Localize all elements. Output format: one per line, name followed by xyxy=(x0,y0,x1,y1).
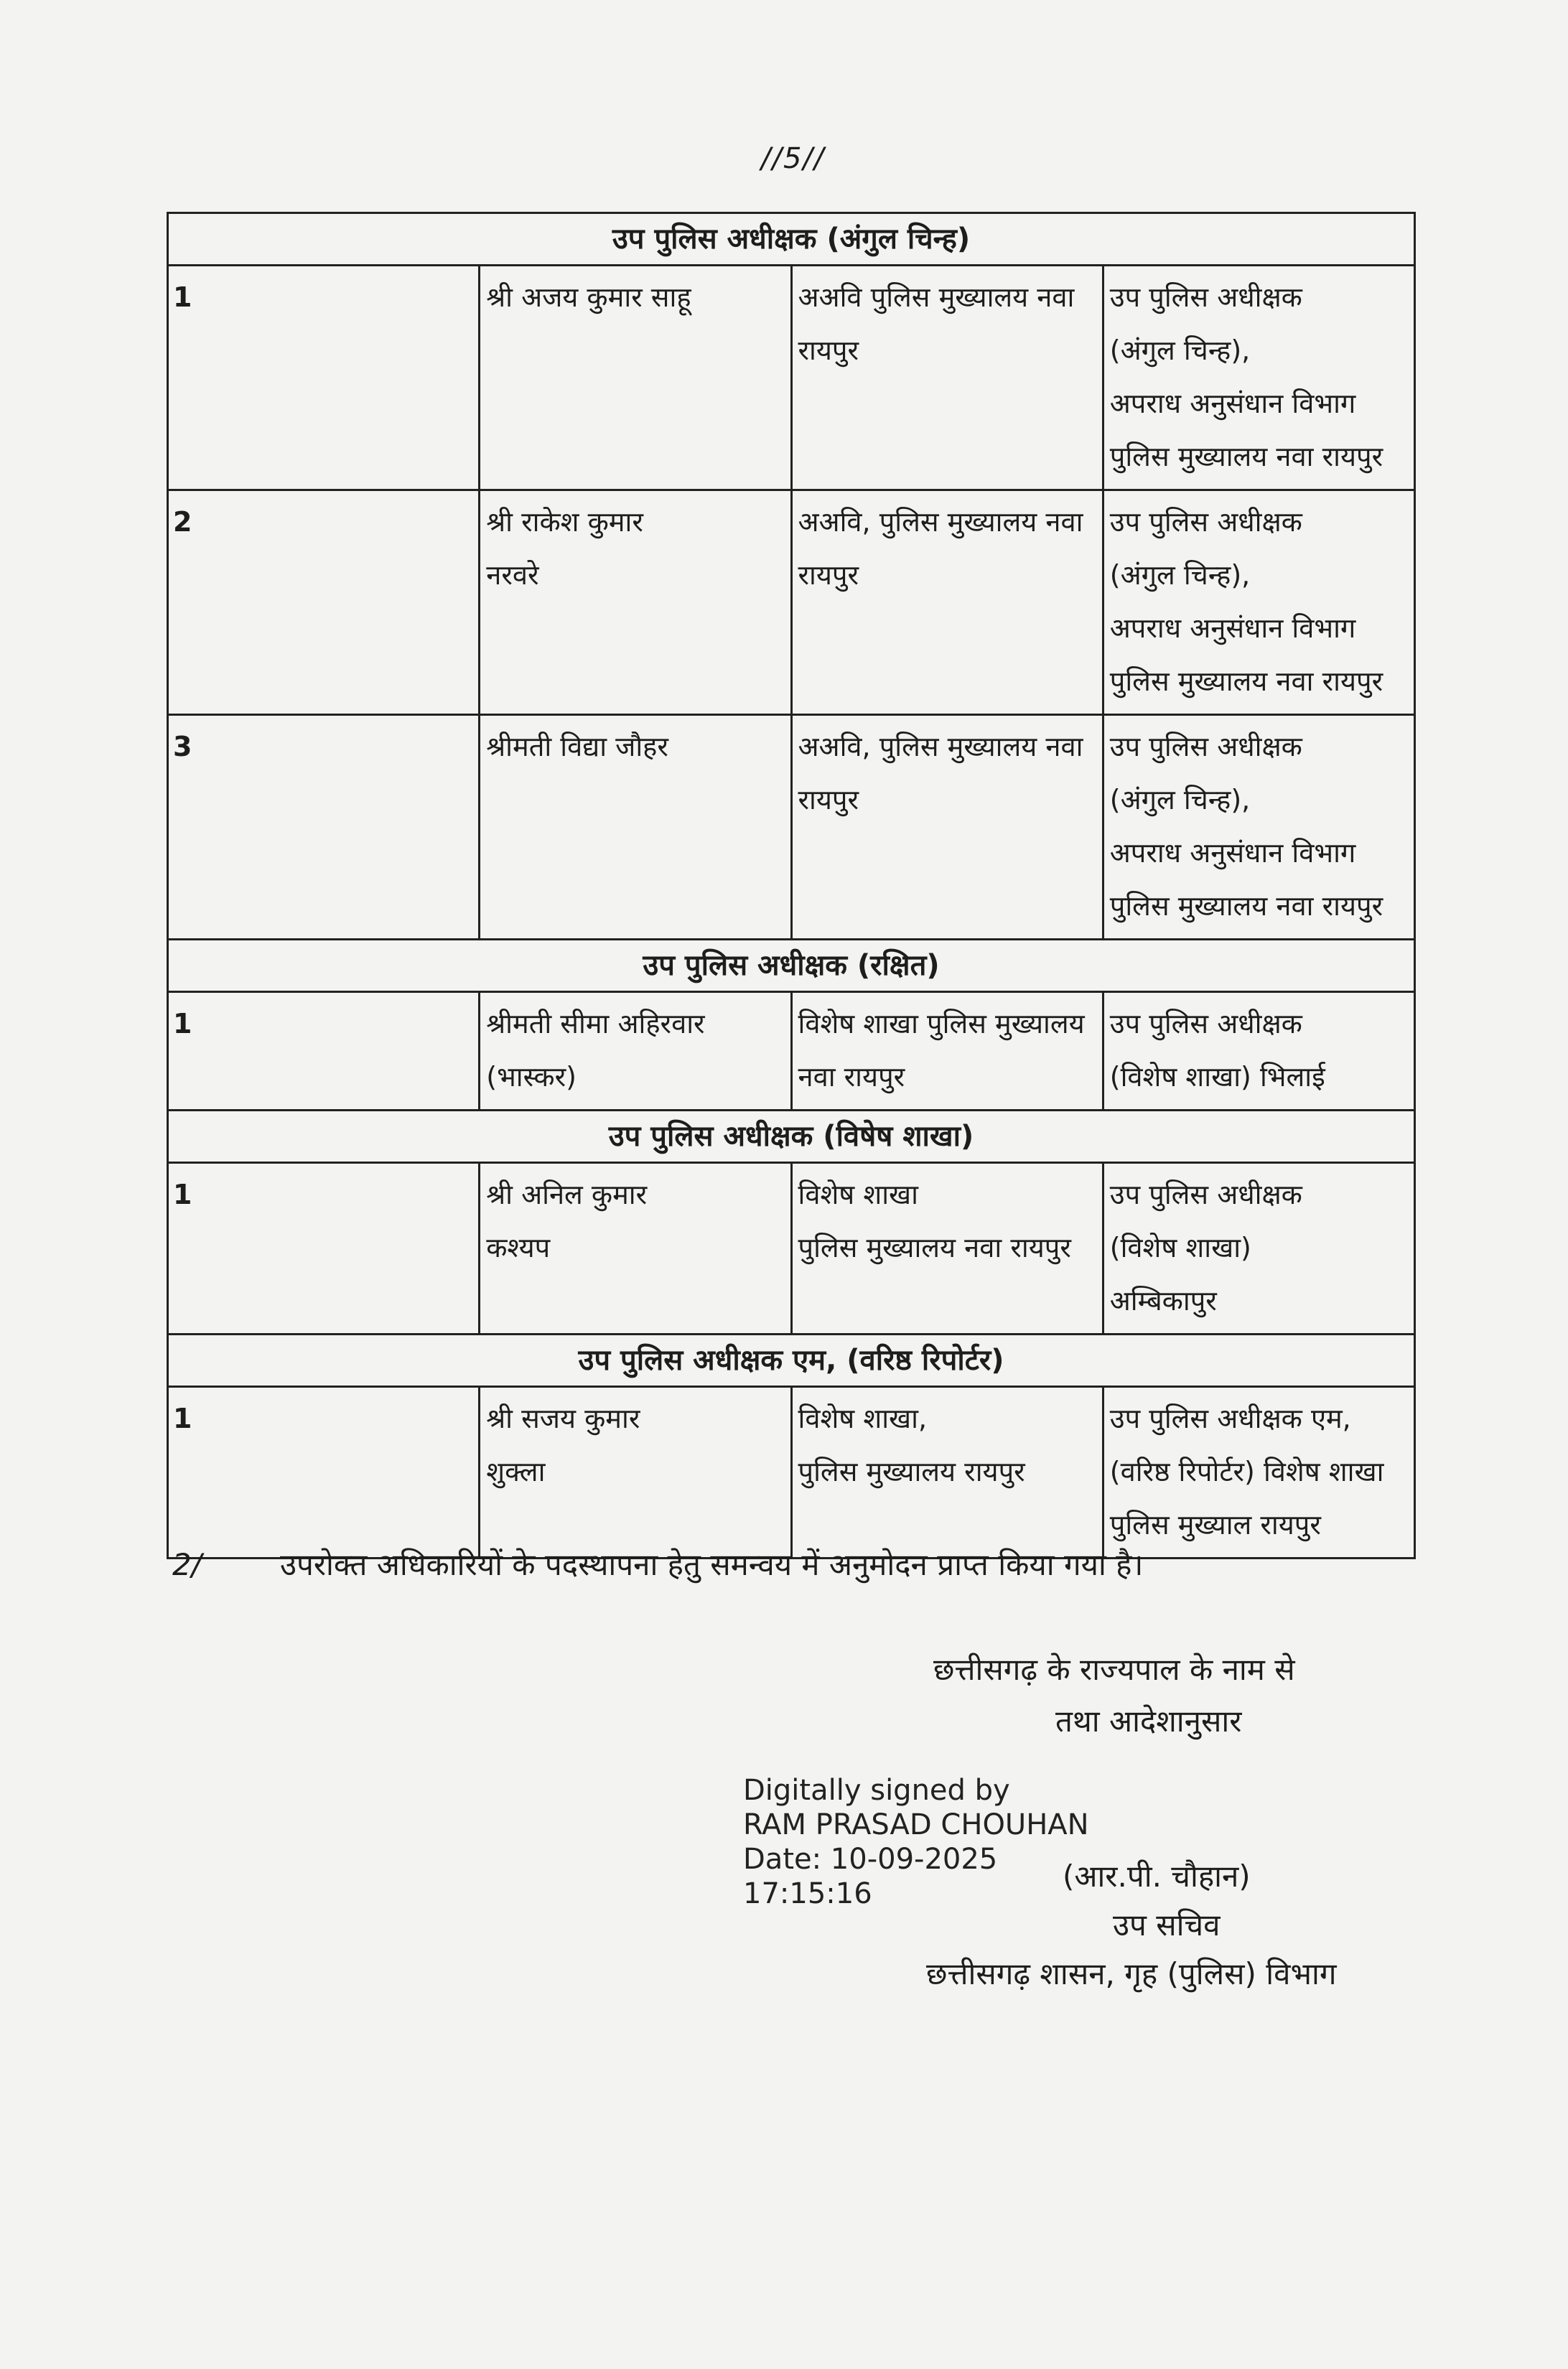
digital-signature-line-4: 17:15:16 xyxy=(743,1877,872,1910)
serial-number: 1 xyxy=(168,266,480,490)
serial-number: 1 xyxy=(168,992,480,1111)
current-posting-line: अअवि, पुलिस मुख्यालय नवा xyxy=(798,506,1083,538)
paragraph-number: 2/ xyxy=(172,1547,202,1582)
page-number: //5// xyxy=(761,142,826,175)
officer-name-line: शुक्ला xyxy=(486,1456,546,1487)
new-posting-line: (विशेष शाखा) xyxy=(1109,1232,1251,1263)
officer-name-cell xyxy=(480,1163,791,1335)
current-posting-line: अअवि, पुलिस मुख्यालय नवा xyxy=(798,731,1083,762)
officer-name-cell xyxy=(480,1387,791,1559)
section-title: उप पुलिस अधीक्षक (रक्षित) xyxy=(168,940,1415,992)
new-posting-line: उप पुलिस अधीक्षक xyxy=(1109,506,1302,538)
officer-name-cell xyxy=(480,992,791,1111)
current-posting-cell xyxy=(791,266,1103,490)
new-posting-line: (अंगुल चिन्ह), xyxy=(1109,559,1251,591)
current-posting-line: रायपुर xyxy=(798,559,859,591)
current-posting-line: विशेष शाखा पुलिस मुख्यालय xyxy=(798,1008,1085,1039)
department-name: छत्तीसगढ़ शासन, गृह (पुलिस) विभाग xyxy=(926,1956,1337,1991)
officer-name-line: श्रीमती विद्या जौहर xyxy=(486,731,668,762)
new-posting-line: पुलिस मुख्यालय नवा रायपुर xyxy=(1109,441,1383,472)
section-title: उप पुलिस अधीक्षक (अंगुल चिन्ह) xyxy=(168,213,1415,266)
serial-number: 3 xyxy=(168,715,480,940)
new-posting-line: उप पुलिस अधीक्षक xyxy=(1109,281,1302,313)
new-posting-cell xyxy=(1103,1163,1414,1335)
approval-paragraph xyxy=(172,1543,1143,1584)
signing-officer xyxy=(1063,1852,1251,1950)
digital-signature-line-1: Digitally signed by xyxy=(743,1774,1010,1807)
section-header-row xyxy=(168,1111,1415,1163)
new-posting-line: उप पुलिस अधीक्षक एम, xyxy=(1109,1403,1351,1434)
section-header-row xyxy=(168,1335,1415,1387)
new-posting-line: (अंगुल चिन्ह), xyxy=(1109,784,1251,816)
current-posting-line: पुलिस मुख्यालय रायपुर xyxy=(798,1456,1025,1487)
section-title: उप पुलिस अधीक्षक (विषेष शाखा) xyxy=(168,1111,1415,1163)
new-posting-cell xyxy=(1103,266,1414,490)
new-posting-line: अपराध अनुसंधान विभाग xyxy=(1109,388,1356,419)
new-posting-line: (विशेष शाखा) भिलाई xyxy=(1109,1061,1325,1093)
table-row xyxy=(168,1163,1415,1335)
officer-name-line: श्री राकेश कुमार xyxy=(486,506,643,538)
current-posting-cell xyxy=(791,992,1103,1111)
current-posting-cell xyxy=(791,715,1103,940)
table-row xyxy=(168,266,1415,490)
officer-name-line: श्री अजय कुमार साहू xyxy=(486,281,691,313)
current-posting-cell xyxy=(791,1387,1103,1559)
new-posting-line: अपराध अनुसंधान विभाग xyxy=(1109,612,1356,644)
new-posting-cell xyxy=(1103,1387,1414,1559)
table-row xyxy=(168,490,1415,715)
table-row xyxy=(168,715,1415,940)
new-posting-cell xyxy=(1103,490,1414,715)
new-posting-line: उप पुलिस अधीक्षक xyxy=(1109,1008,1302,1039)
new-posting-line: पुलिस मुख्यालय नवा रायपुर xyxy=(1109,890,1383,922)
current-posting-cell xyxy=(791,1163,1103,1335)
officer-name-line: नरवरे xyxy=(486,559,539,591)
table-row xyxy=(168,992,1415,1111)
current-posting-line: नवा रायपुर xyxy=(798,1061,905,1093)
new-posting-line: उप पुलिस अधीक्षक xyxy=(1109,1179,1302,1210)
governor-line-1: छत्तीसगढ़ के राज्यपाल के नाम से xyxy=(933,1652,1295,1687)
officer-designation: उप सचिव xyxy=(1113,1907,1221,1943)
new-posting-line: पुलिस मुख्याल रायपुर xyxy=(1109,1509,1321,1541)
new-posting-line: उप पुलिस अधीक्षक xyxy=(1109,731,1302,762)
new-posting-line: अम्बिकापुर xyxy=(1109,1285,1217,1317)
current-posting-line: रायपुर xyxy=(798,784,859,816)
posting-table xyxy=(167,212,1416,1559)
digital-signature-line-2: RAM PRASAD CHOUHAN xyxy=(743,1808,1089,1841)
officer-name-cell xyxy=(480,490,791,715)
digital-signature-block xyxy=(743,1773,1089,1911)
serial-number: 1 xyxy=(168,1387,480,1559)
officer-name-line: श्री सजय कुमार xyxy=(486,1403,640,1434)
current-posting-line: विशेष शाखा xyxy=(798,1179,918,1210)
new-posting-line: पुलिस मुख्यालय नवा रायपुर xyxy=(1109,665,1383,697)
new-posting-cell xyxy=(1103,992,1414,1111)
section-header-row xyxy=(168,940,1415,992)
officer-name: (आर.पी. चौहान) xyxy=(1063,1859,1251,1894)
governor-line-2: तथा आदेशानुसार xyxy=(1055,1704,1242,1739)
new-posting-line: (अंगुल चिन्ह), xyxy=(1109,335,1251,366)
paragraph-text: उपरोक्त अधिकारियों के पदस्थापना हेतु समन्वय में अनुमोदन प्राप्त किया गया है। xyxy=(280,1547,1144,1582)
officer-name-line: (भास्कर) xyxy=(486,1061,577,1093)
current-posting-line: रायपुर xyxy=(798,335,859,366)
officer-name-line: श्री अनिल कुमार xyxy=(486,1179,648,1210)
new-posting-line: (वरिष्ठ रिपोर्टर) विशेष शाखा xyxy=(1109,1456,1384,1487)
digital-signature-line-3: Date: 10-09-2025 xyxy=(743,1843,998,1876)
officer-name-line: कश्यप xyxy=(486,1232,551,1263)
section-header-row xyxy=(168,213,1415,266)
current-posting-line: विशेष शाखा, xyxy=(798,1403,928,1434)
officer-name-line: श्रीमती सीमा अहिरवार xyxy=(486,1008,705,1039)
current-posting-cell xyxy=(791,490,1103,715)
section-title: उप पुलिस अधीक्षक एम, (वरिष्ठ रिपोर्टर) xyxy=(168,1335,1415,1387)
serial-number: 2 xyxy=(168,490,480,715)
current-posting-line: पुलिस मुख्यालय नवा रायपुर xyxy=(798,1232,1071,1263)
governor-order-block xyxy=(933,1644,1295,1747)
officer-name-cell xyxy=(480,266,791,490)
officer-name-cell xyxy=(480,715,791,940)
current-posting-line: अअवि पुलिस मुख्यालय नवा xyxy=(798,281,1075,313)
table-row xyxy=(168,1387,1415,1559)
new-posting-cell xyxy=(1103,715,1414,940)
new-posting-line: अपराध अनुसंधान विभाग xyxy=(1109,837,1356,869)
serial-number: 1 xyxy=(168,1163,480,1335)
